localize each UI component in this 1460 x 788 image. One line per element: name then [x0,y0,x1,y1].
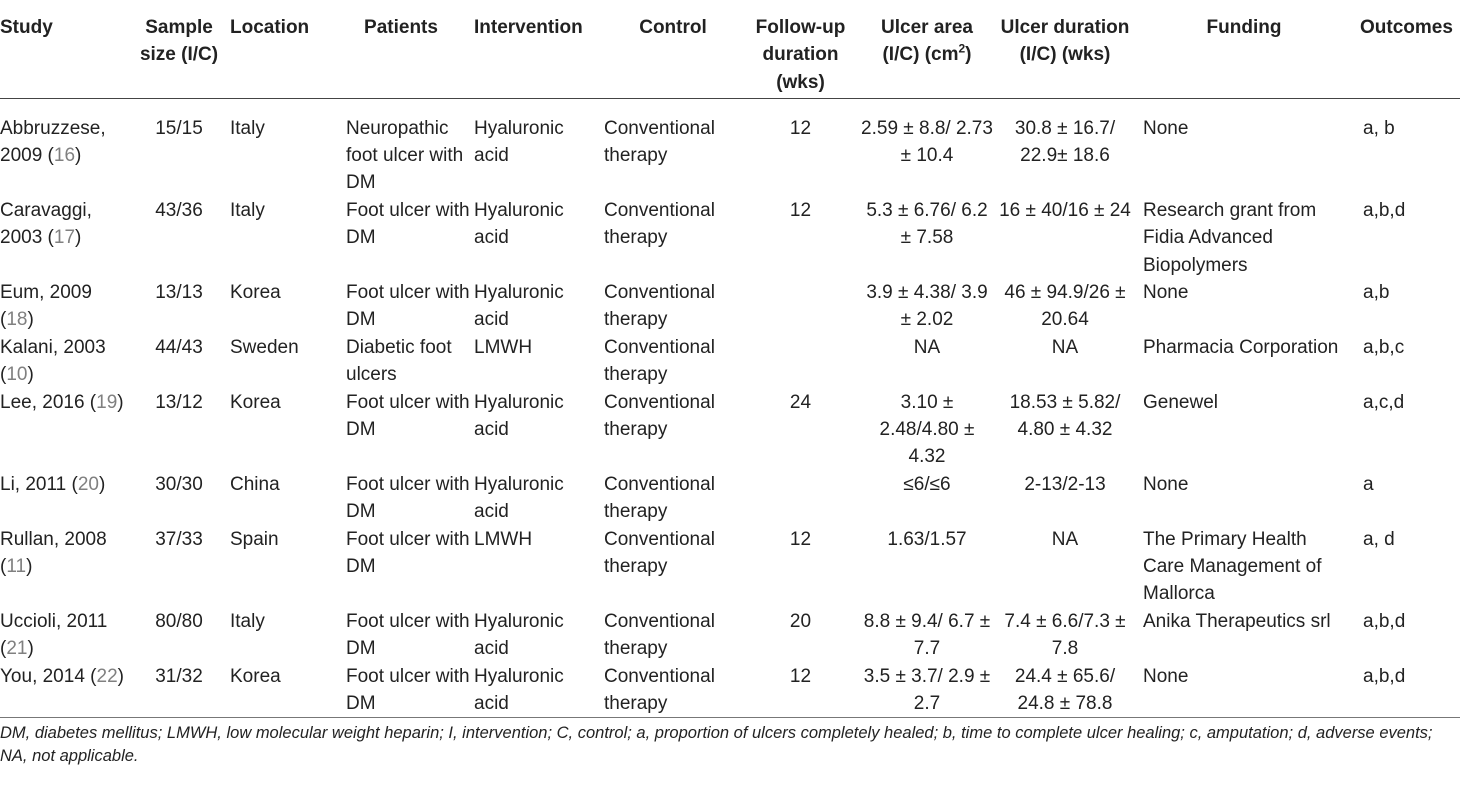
cell-funding [1135,279,1355,334]
area-value: 2.59 ± 8.8/ 2.73 ± 10.4 [861,117,993,166]
duration-value: 2-13/2-13 [1024,473,1106,495]
sample-value: 44/43 [155,336,203,358]
location-value: Korea [230,665,281,687]
outcomes-value: a,b,d [1363,665,1406,687]
study-characteristics-table [0,10,1460,768]
duration-value: NA [1051,528,1079,550]
cell-sample [130,197,230,279]
cell-outcomes [1355,334,1460,389]
cell-intervention [474,334,604,389]
location-value: Korea [230,281,281,303]
cell-area [859,115,997,197]
cell-duration [997,279,1135,334]
cell-duration [997,608,1135,663]
cell-duration [997,115,1135,197]
location-value: Italy [230,117,265,139]
duration-value: 46 ± 94.9/26 ± 20.64 [1004,281,1126,331]
funding-value: Genewel [1143,391,1218,413]
control-value: Conventional therapy [604,473,715,523]
control-value: Conventional therapy [604,610,715,660]
cell-sample [130,279,230,334]
cell-intervention [474,197,604,279]
duration-value: 24.4 ± 65.6/ 24.8 ± 78.8 [1014,665,1116,715]
cell-duration [997,471,1135,526]
cell-outcomes [1355,663,1460,718]
intervention-value: Hyaluronic acid [474,391,564,440]
location-value: Italy [230,199,265,221]
cell-study: Abbruzzese, 2009 (16) [0,117,106,166]
patients-value: Foot ulcer with DM [346,473,470,523]
table-row [0,471,1460,526]
cell-outcomes [1355,471,1460,526]
cell-followup [744,663,859,718]
funding-value: None [1143,117,1189,139]
cell-funding [1135,526,1355,608]
cell-study: Rullan, 2008 (11) [0,528,107,577]
cell-outcomes [1355,526,1460,608]
intervention-value: LMWH [474,528,533,550]
outcomes-value: a,b,c [1363,336,1405,358]
sample-value: 30/30 [155,473,203,495]
cell-duration [997,334,1135,389]
patients-value: Foot ulcer with DM [346,281,470,331]
sample-value: 43/36 [155,199,203,221]
cell-funding [1135,197,1355,279]
cell-patients [330,471,474,526]
area-value: 5.3 ± 6.76/ 6.2 ± 7.58 [866,199,988,249]
header-control: Control [639,17,707,38]
sample-value: 13/13 [155,281,203,303]
followup-value: 20 [789,610,812,632]
study-value: Eum, 2009 [0,281,92,303]
study-value: You, 2014 [0,665,85,687]
cell-sample [130,526,230,608]
cell-patients [330,663,474,718]
intervention-value: Hyaluronic acid [474,281,564,331]
area-value: NA [913,336,941,358]
location-value: China [230,473,280,495]
cell-duration [997,197,1135,279]
cell-control [604,197,744,279]
control-value: Conventional therapy [604,199,715,249]
header-study: Study [0,17,53,38]
sample-value: 13/12 [155,391,203,413]
cell-patients [330,334,474,389]
duration-value: 30.8 ± 16.7/ 22.9± 18.6 [1014,117,1116,166]
area-value: ≤6/≤6 [903,473,951,495]
table-row [0,663,1460,718]
cell-study: Li, 2011 (20) [0,473,106,495]
cell-followup [744,389,859,471]
area-value: 8.8 ± 9.4/ 6.7 ± 7.7 [863,610,991,660]
cell-sample [130,389,230,471]
cell-patients [330,608,474,663]
study-value: Lee, 2016 [0,391,85,413]
outcomes-value: a,b,d [1363,610,1406,632]
outcomes-value: a,b,d [1363,199,1406,221]
cell-outcomes [1355,389,1460,471]
funding-value: None [1143,665,1189,687]
cell-location [230,608,330,663]
header-followup-duration: Follow-up duration (wks) [755,17,846,93]
funding-value: None [1143,281,1189,303]
patients-value: Neuropathic foot ulcer with DM [346,117,464,194]
cell-location [230,526,330,608]
header-spacer [0,98,1460,115]
cell-control [604,526,744,608]
cell-funding [1135,115,1355,197]
intervention-value: LMWH [474,336,533,358]
cell-intervention [474,279,604,334]
cell-sample [130,663,230,718]
control-value: Conventional therapy [604,665,715,715]
cell-patients [330,526,474,608]
cell-area [859,334,997,389]
cell-location [230,471,330,526]
table-row [0,389,1460,471]
reference-link[interactable]: 10 [6,364,28,386]
cell-location [230,197,330,279]
cell-control [604,471,744,526]
cell-funding [1135,471,1355,526]
cell-location [230,389,330,471]
area-value: 1.63/1.57 [887,528,967,550]
header-ulcer-duration: Ulcer duration (I/C) (wks) [1000,17,1130,66]
duration-value: 7.4 ± 6.6/7.3 ± 7.8 [1004,610,1126,660]
cell-funding [1135,389,1355,471]
cell-funding [1135,334,1355,389]
cell-area [859,526,997,608]
control-value: Conventional therapy [604,117,715,166]
cell-patients [330,279,474,334]
cell-control [604,115,744,197]
cell-location [230,115,330,197]
study-value: Abbruzzese, 2009 [0,117,106,166]
header-funding: Funding [1206,17,1282,38]
followup-value: 12 [789,665,812,687]
cell-followup [744,608,859,663]
cell-funding [1135,608,1355,663]
reference-link[interactable]: 11 [6,556,27,577]
cell-study: Kalani, 2003 (10) [0,336,106,386]
duration-value: 18.53 ± 5.82/ 4.80 ± 4.32 [1009,391,1121,440]
header-row [0,10,1460,98]
control-value: Conventional therapy [604,336,715,386]
cell-study: Uccioli, 2011 (21) [0,610,108,660]
cell-study: Eum, 2009 (18) [0,281,92,331]
study-value: Caravaggi, 2003 [0,199,92,249]
cell-followup [744,197,859,279]
cell-intervention [474,608,604,663]
footnote: DM, diabetes mellitus; LMWH, low molecular weight heparin; I, intervention; C, control; a, proportion of ulcers completely healed; b, time to complete ulcer healing; c, amputation; d, adverse events; NA, not applicable. [0,718,1460,769]
sample-value: 80/80 [155,610,203,632]
cell-control [604,334,744,389]
table-row [0,334,1460,389]
intervention-value: Hyaluronic acid [474,610,564,660]
cell-study: Lee, 2016 (19) [0,391,124,413]
area-value: 3.9 ± 4.38/ 3.9 ± 2.02 [866,281,988,331]
funding-value: The Primary Health Care Management of Mallorca [1143,528,1322,605]
intervention-value: Hyaluronic acid [474,665,564,715]
cell-outcomes [1355,197,1460,279]
cell-area [859,197,997,279]
patients-value: Foot ulcer with DM [346,528,470,577]
funding-value: None [1143,473,1189,495]
followup-value: 12 [789,117,812,139]
header-outcomes: Outcomes [1360,17,1453,38]
location-value: Sweden [230,336,299,358]
cell-study: Caravaggi, 2003 (17) [0,199,92,249]
funding-value: Anika Therapeutics srl [1143,610,1331,632]
cell-followup [744,115,859,197]
cell-area [859,471,997,526]
table-row [0,608,1460,663]
cell-control [604,608,744,663]
intervention-value: Hyaluronic acid [474,199,564,249]
study-value: Uccioli, 2011 [0,610,108,632]
cell-area [859,279,997,334]
cell-sample [130,115,230,197]
intervention-value: Hyaluronic acid [474,117,564,166]
cell-followup [744,471,859,526]
cell-study: You, 2014 (22) [0,665,124,687]
patients-value: Foot ulcer with DM [346,610,470,660]
table-row [0,279,1460,334]
outcomes-value: a,c,d [1363,391,1405,413]
header-intervention: Intervention [474,17,583,38]
study-value: Li, 2011 [0,473,67,495]
header-patients: Patients [364,17,438,38]
cell-sample [130,471,230,526]
cell-intervention [474,663,604,718]
duration-value: NA [1051,336,1079,358]
cell-control [604,389,744,471]
header-sample-size: Sample size (I/C) [139,17,219,66]
cell-funding [1135,663,1355,718]
patients-value: Diabetic foot ulcers [346,336,452,386]
table-row [0,526,1460,608]
outcomes-value: a [1363,473,1374,495]
cell-patients [330,389,474,471]
cell-intervention [474,471,604,526]
cell-sample [130,608,230,663]
reference-link[interactable]: 21 [6,638,28,660]
cell-followup [744,526,859,608]
cell-patients [330,115,474,197]
outcomes-value: a,b [1363,281,1390,303]
study-value: Kalani, 2003 [0,336,106,358]
reference-link[interactable]: 18 [6,309,28,331]
control-value: Conventional therapy [604,391,715,440]
patients-value: Foot ulcer with DM [346,665,470,715]
cell-intervention [474,115,604,197]
cell-followup [744,334,859,389]
cell-control [604,663,744,718]
cell-outcomes [1355,115,1460,197]
sample-value: 37/33 [155,528,203,550]
reference-link[interactable]: 22 [96,665,118,687]
cell-duration [997,526,1135,608]
sample-value: 15/15 [155,117,203,139]
patients-value: Foot ulcer with DM [346,391,470,440]
cell-sample [130,334,230,389]
location-value: Korea [230,391,281,413]
area-value: 3.10 ± 2.48/4.80 ± 4.32 [879,391,975,468]
outcomes-value: a, b [1363,117,1395,139]
cell-area [859,608,997,663]
location-value: Italy [230,610,265,632]
reference-link[interactable]: 20 [77,473,99,495]
cell-patients [330,197,474,279]
followup-value: 12 [789,528,812,550]
study-value: Rullan, 2008 [0,528,107,550]
reference-link[interactable]: 19 [96,391,118,413]
cell-duration [997,389,1135,471]
patients-value: Foot ulcer with DM [346,199,470,249]
table-row [0,115,1460,197]
cell-intervention [474,526,604,608]
cell-outcomes [1355,608,1460,663]
outcomes-value: a, d [1363,528,1395,550]
footnote-row [0,718,1460,769]
cell-location [230,334,330,389]
cell-area [859,389,997,471]
cell-outcomes [1355,279,1460,334]
sample-value: 31/32 [155,665,203,687]
cell-duration [997,663,1135,718]
control-value: Conventional therapy [604,281,715,331]
reference-link[interactable]: 16 [53,144,76,166]
location-value: Spain [230,528,279,550]
header-ulcer-area: Ulcer area (I/C) $(cm^2)$ [881,17,973,66]
intervention-value: Hyaluronic acid [474,473,564,523]
header-location: Location [230,17,310,38]
funding-value: Research grant from Fidia Advanced Biopolymers [1143,199,1317,276]
cell-intervention [474,389,604,471]
followup-value: 12 [789,199,812,221]
duration-value: 16 ± 40/16 ± 24 [999,199,1131,221]
cell-control [604,279,744,334]
area-value: 3.5 ± 3.7/ 2.9 ± 2.7 [863,665,991,715]
funding-value: Pharmacia Corporation [1143,336,1339,358]
cell-followup [744,279,859,334]
cell-location [230,279,330,334]
control-value: Conventional therapy [604,528,715,577]
table-row [0,197,1460,279]
followup-value: 24 [789,391,812,413]
cell-location [230,663,330,718]
reference-link[interactable]: 17 [53,227,76,249]
cell-area [859,663,997,718]
